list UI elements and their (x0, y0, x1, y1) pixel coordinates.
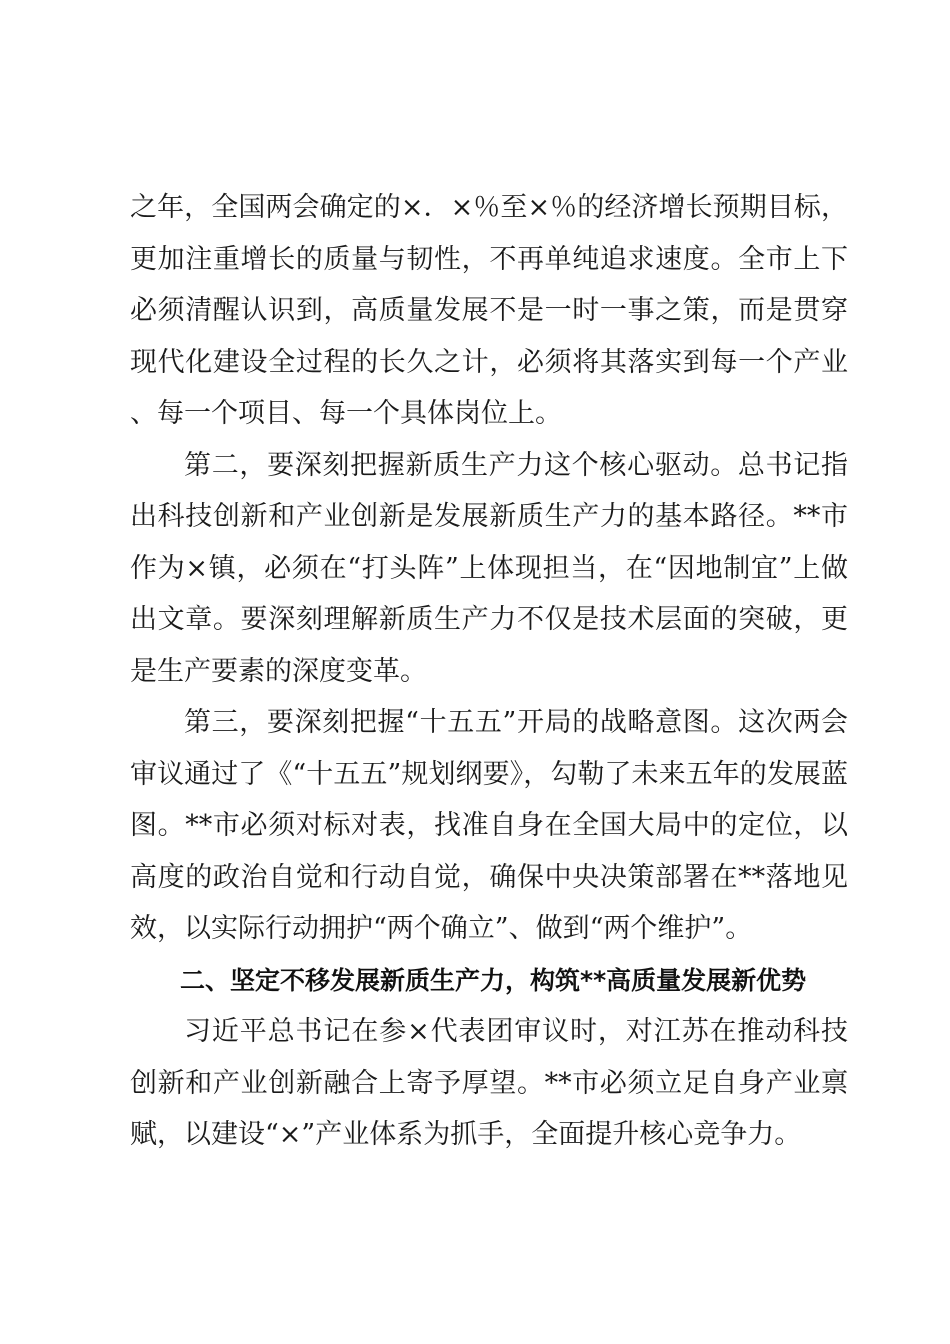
paragraph-third-point: 第三，要深刻把握“十五五”开局的战略意图。这次两会审议通过了《“十五五”规划纲要》，勾勒了未来五年的发展蓝图。**市必须对标对表，找准自身在全国大局中的定位，以高度的政治自觉和行动自觉，确保中央决策部署在**落地见效，以实际行动拥护“两个确立”、做到“两个维护”。 (130, 707, 848, 944)
section-paragraph: 习近平总书记在参×代表团审议时，对江苏在推动科技创新和产业创新融合上寄予厚望。**市必须立足自身产业禀赋，以建设“×”产业体系为抓手，全面提升核心竞争力。 (130, 1016, 848, 1150)
paragraph-second-point: 第二，要深刻把握新质生产力这个核心驱动。总书记指出科技创新和产业创新是发展新质生产力的基本路径。**市作为×镇，必须在“打头阵”上体现担当，在“因地制宜”上做出文章。要深刻理解新质生产力不仅是技术层面的突破，更是生产要素的深度变革。 (130, 449, 848, 687)
paragraph-continuation: 之年，全国两会确定的×．×％至×％的经济增长预期目标，更加注重增长的质量与韧性，不再单纯追求速度。全市上下必须清醒认识到，高质量发展不是一时一事之策，而是贯穿现代化建设全过程的长久之计，必须将其落实到每一个产业、每一个项目、每一个具体岗位上。 (130, 192, 848, 429)
section-heading: 二、坚定不移发展新质生产力，构筑**高质量发展新优势 (180, 965, 807, 995)
document-body (130, 182, 848, 1161)
